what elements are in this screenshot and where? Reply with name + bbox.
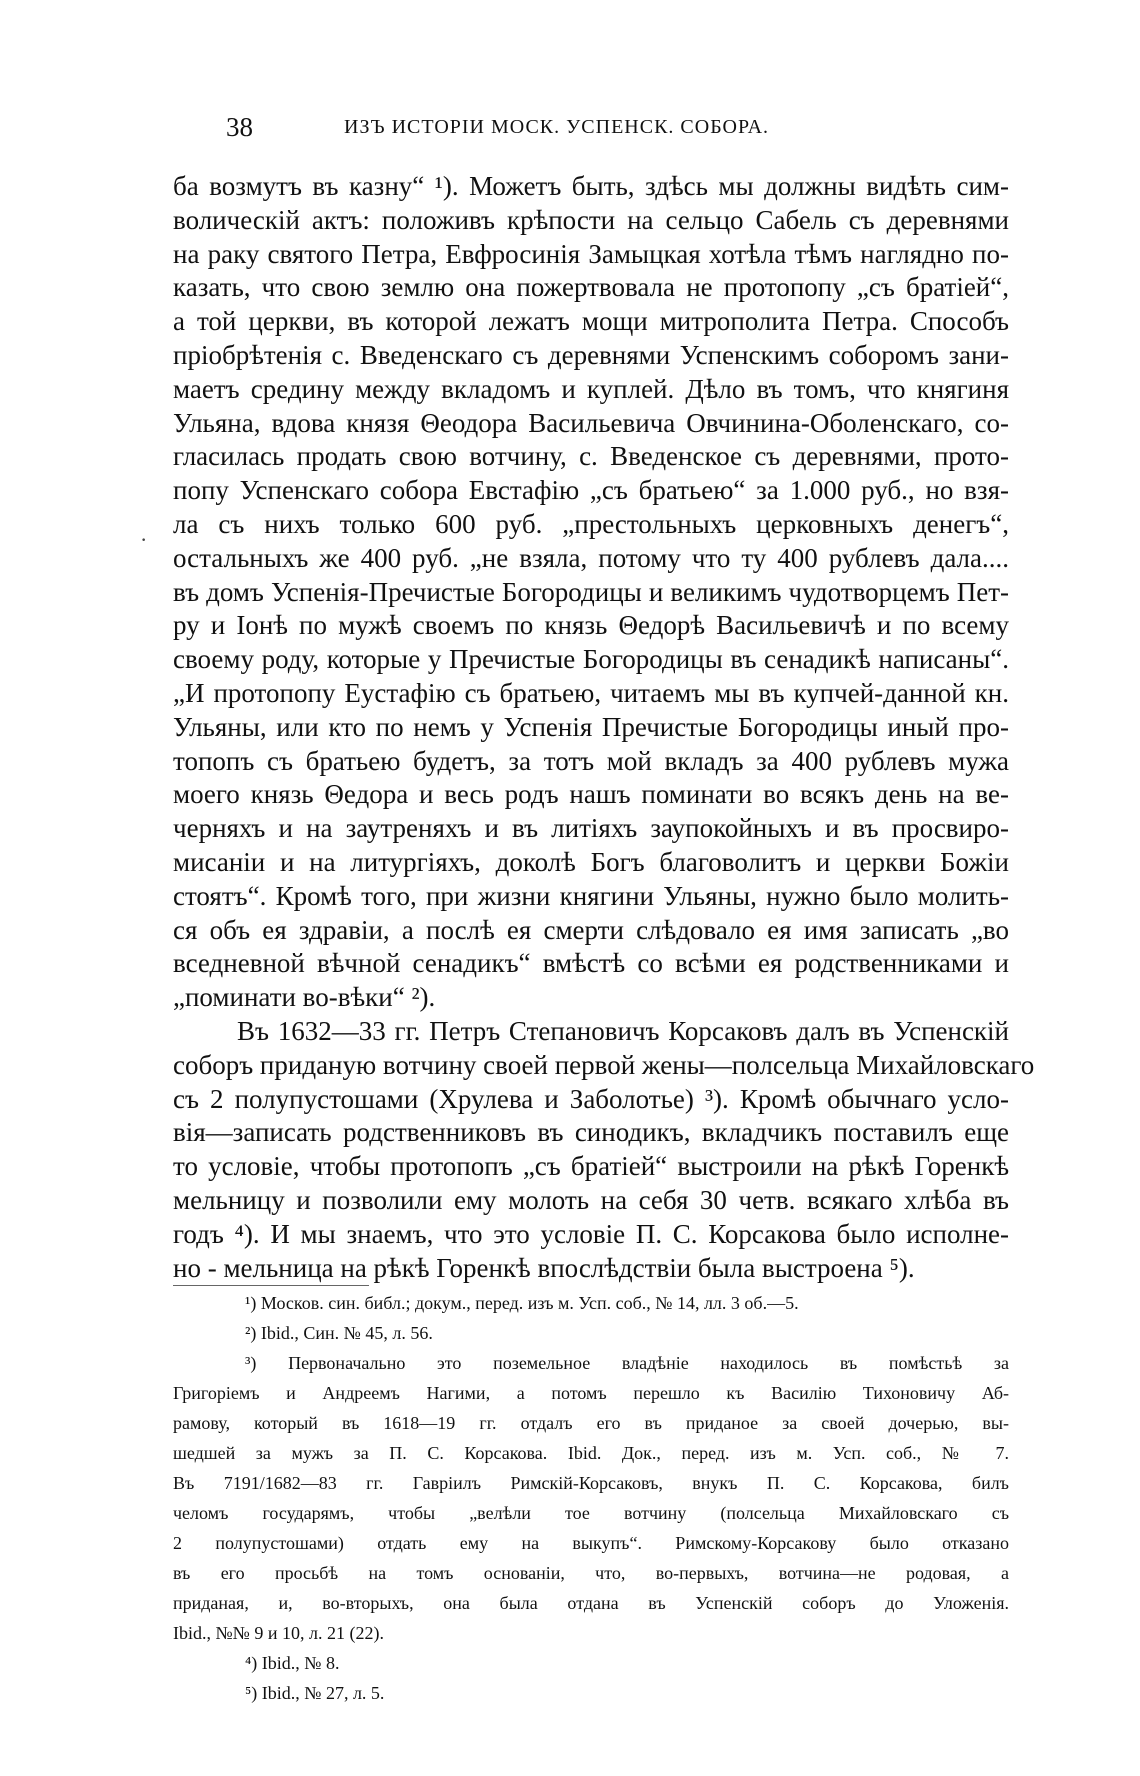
text-line: но - мельница на рѣкѣ Горенкѣ впослѣдствіи была выстроена ⁵). [173,1252,915,1283]
text-line: своему роду, которые у Пречистые Богородицы въ сенадикѣ написаны“. [173,644,1009,675]
text-line: Ульяны, или кто по немъ у Успенія Пречистые Богородицы иный про- [173,711,1009,742]
text-line: попу Успенскаго собора Евстафію „съ братьею“ за 1.000 руб., но взя- [173,475,1009,506]
text-line: казать, что свою землю она пожертвовала не протопопу „съ братіей“, [173,272,1009,303]
text-line: годъ ⁴). И мы знаемъ, что это условіе П. С. Корсакова было исполне- [173,1218,1009,1249]
running-title: ИЗЪ ИСТОРІИ МОСК. УСПЕНСК. СОБОРА. [344,116,770,138]
footnote-line: ⁴) Ibid., № 8. [245,1653,340,1673]
text-line: остальныхъ же 400 руб. „не взяла, потому что ту 400 рублевъ дала.... [173,542,1009,573]
text-line: ба возмутъ въ казну“ ¹). Можетъ быть, здѣсь мы должны видѣть сим- [173,171,1009,201]
text-line: черняхъ и на заутреняхъ и въ литіяхъ заупокойныхъ и въ просвиро- [173,813,1009,844]
text-line: „поминати во-вѣки“ ²). [173,982,436,1013]
footnote-line: Въ 7191/1682—83 гг. Гавріилъ Римскій-Корсаковъ, внукъ П. С. Корсакова, билъ [173,1473,1009,1493]
footnote-rule [173,1285,369,1286]
footnote-line: ³) Первоначально это поземельное владѣніе находилось въ помѣстьѣ за [245,1353,1009,1373]
footnote-line: ¹) Москов. син. библ.; докум., перед. изъ м. Усп. соб., № 14, лл. 3 об.—5. [245,1293,799,1313]
text-line: вія—записать родственниковъ въ синодикъ, вкладчикъ поставилъ еще [173,1117,1009,1148]
footnote-line: рамову, который въ 1618—19 гг. отдалъ его въ приданое за своей дочерью, вы- [173,1413,1009,1433]
footnote-line: шедшей за мужъ за П. С. Корсакова. Ibid. Док., перед. изъ м. Усп. соб., № 7. [173,1443,1009,1463]
text-line: стоятъ“. Кромѣ того, при жизни княгини Ульяны, нужно было молить- [173,880,1009,911]
footnotes [173,1288,1009,1708]
page-header [226,112,986,152]
page-number: 38 [226,112,253,142]
text-line: маетъ средину между вкладомъ и куплей. Дѣло въ томъ, что княгиня [173,373,1009,404]
footnote-line: челомъ государямъ, чтобы „велѣли тое вотчину (полсельца Михайловскаго съ [173,1503,1009,1523]
text-line: ру и Іонѣ по мужѣ своемъ по князь Θедорѣ Васильевичѣ и по всему [173,610,1009,641]
footnote-line: Ibid., №№ 9 и 10, л. 21 (22). [173,1623,384,1643]
paragraph-first-line: Въ 1632—33 гг. Петръ Степановичъ Корсаковъ далъ въ Успенскій [237,1015,1009,1046]
footnote-line: приданая, и, во-вторыхъ, она была отдана въ Успенскій соборъ до Уложенія. [173,1593,1009,1613]
body-text [173,170,1035,1285]
text-line: Ульяна, вдова князя Θеодора Васильевича Овчинина-Оболенскаго, со- [173,407,1009,438]
text-line: моего князь Θедора и весь родъ нашъ поминати во всякъ день на ве- [173,779,1009,810]
footnote-line: ⁵) Ibid., № 27, л. 5. [245,1683,385,1703]
text-line: мисаніи и на литургіяхъ, доколѣ Богъ благоволитъ и церкви Божіи [173,846,1009,877]
footnote-line: Григоріемъ и Андреемъ Нагими, а потомъ перешло къ Василію Тихоновичу Аб- [173,1383,1009,1403]
text-line: гласилась продать свою вотчину, с. Введенское съ деревнями, прото- [173,441,1009,472]
text-line: ла съ нихъ только 600 руб. „престольныхъ церковныхъ денегъ“, [173,508,1009,539]
text-line: волическій актъ: положивъ крѣпости на сельцо Сабель съ деревнями [173,204,1009,235]
text-line: съ 2 полупустошами (Хрулева и Заболотье) ³). Кромѣ обычнаго усло- [173,1083,1009,1114]
text-line: а той церкви, въ которой лежатъ мощи митрополита Петра. Способъ [173,306,1009,337]
text-line: соборъ приданую вотчину своей первой жены—полсельца Михайловскаго [173,1049,1035,1080]
text-line: пріобрѣтенія с. Введенскаго съ деревнями Успенскимъ соборомъ зани- [173,339,1009,370]
text-line: то условіе, чтобы протопопъ „съ братіей“ выстроили на рѣкѣ Горенкѣ [173,1151,1009,1182]
text-line: ся объ ея здравіи, а послѣ ея смерти слѣдовало ея имя записать „во [173,914,1009,945]
text-line: вседневной вѣчной сенадикъ“ вмѣстѣ со всѣми ея родственниками и [173,948,1009,979]
text-line: „И протопопу Еустафію съ братьею, читаемъ мы въ купчей-данной кн. [173,677,1009,708]
margin-mark: · [140,527,148,552]
footnote-line: въ его просьбѣ на томъ основаніи, что, во-первыхъ, вотчина—не родовая, а [173,1563,1009,1583]
text-line: на раку святого Петра, Евфросинія Замыцкая хотѣла тѣмъ наглядно по- [173,238,1009,269]
text-line: въ домъ Успенія-Пречистые Богородицы и великимъ чудотворцемъ Пет- [173,576,1009,607]
footnote-line: 2 полупустошами) отдать ему на выкупъ“. Римскому-Корсакову было отказано [173,1533,1009,1553]
text-line: топопъ съ братьею будетъ, за тотъ мой вкладъ за 400 рублевъ мужа [173,745,1009,776]
footnote-line: ²) Ibid., Син. № 45, л. 56. [245,1323,433,1343]
text-line: мельницу и позволили ему молоть на себя 30 четв. всякаго хлѣба въ [173,1184,1009,1215]
